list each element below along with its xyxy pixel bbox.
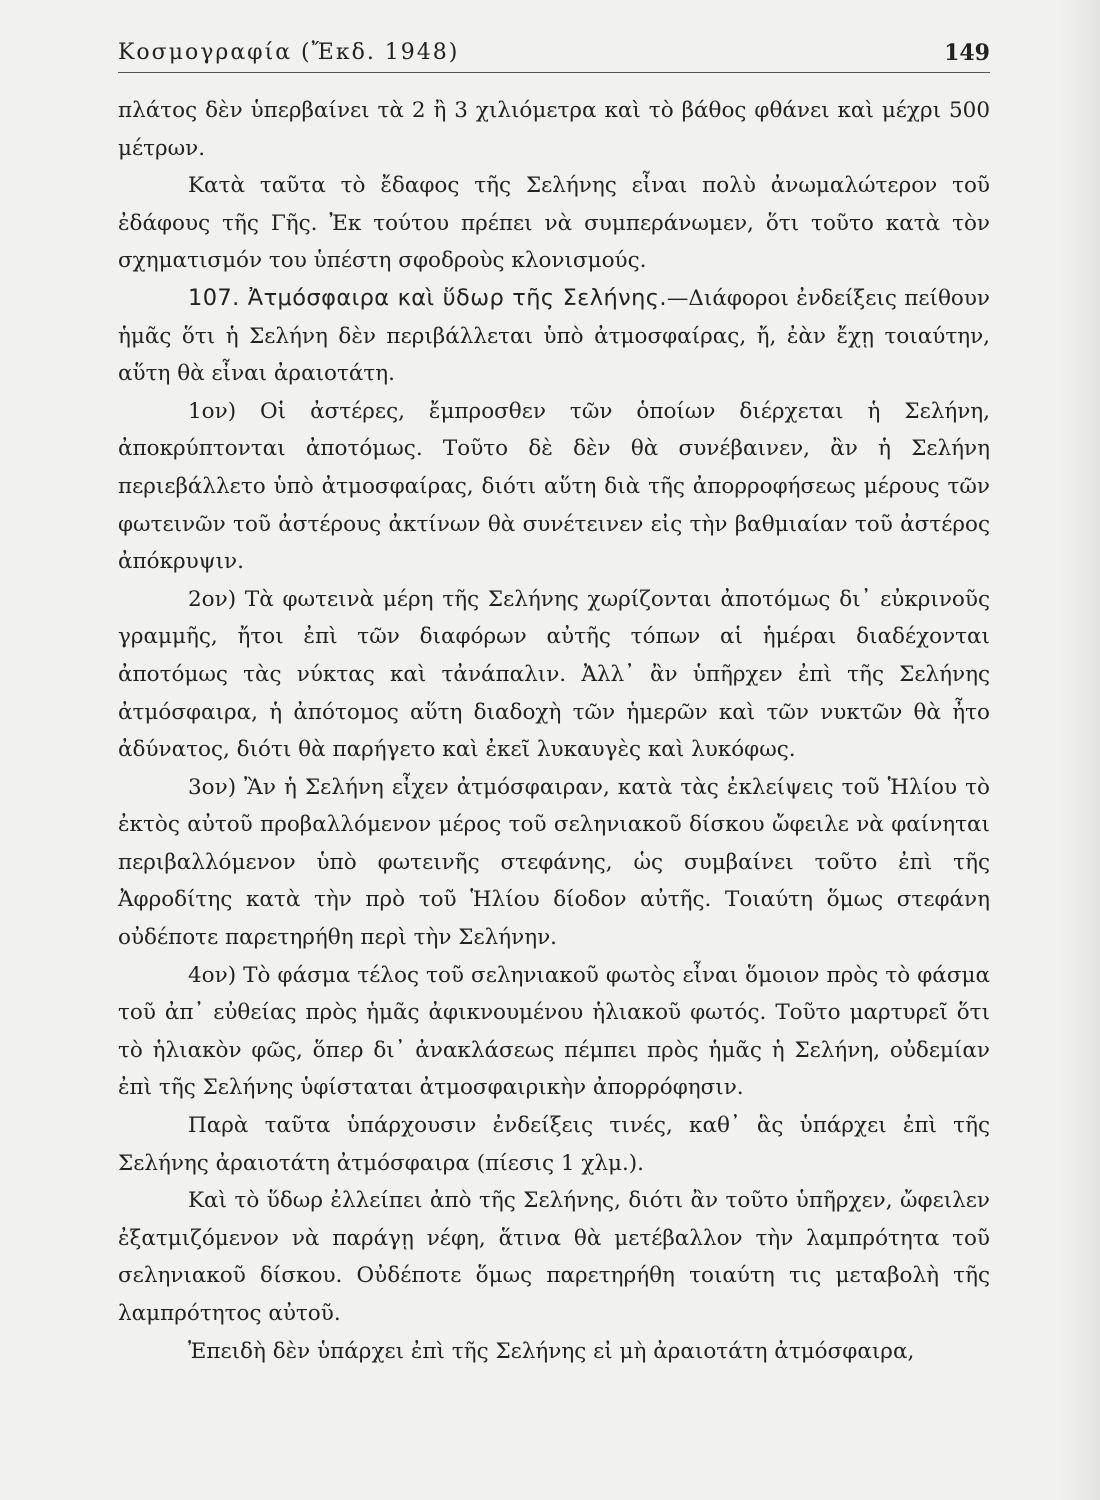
- running-title: Κοσμογραφία (Ἔκδ. 1948): [118, 40, 460, 65]
- paragraph-point-3: 3ον) Ἂν ἡ Σελήνη εἶχεν ἀτμόσφαιραν, κατὰ τὰς ἐκλείψεις τοῦ Ἡλίου τὸ ἐκτὸς αὐτοῦ προβαλλόμενον μέρος τοῦ σεληνιακοῦ δίσκου ὤφειλε νὰ φαίνηται περιβαλλόμενον ὑπὸ φωτεινῆς στεφάνης, ὡς συμβαίνει τοῦτο ἐπὶ τῆς Ἀφροδίτης κατὰ τὴν πρὸ τοῦ Ἡλίου δίοδον αὐτῆς. Τοιαύτη ὅμως στεφάνη οὐδέποτε παρετηρήθη περὶ τὴν Σελήνην.: [118, 774, 990, 951]
- paragraph-point-4: 4ον) Τὸ φάσμα τέλος τοῦ σεληνιακοῦ φωτὸς εἶναι ὅμοιον πρὸς τὸ φάσμα τοῦ ἀπ᾽ εὐθείας πρὸς ἡμᾶς ἀφικνουμένου ἡλιακοῦ φωτός. Τοῦτο μαρτυρεῖ ὅτι τὸ ἡλιακὸν φῶς, ὅπερ δι᾽ ἀνακλάσεως πέμπει πρὸς ἡμᾶς ἡ Σελήνη, οὐδεμίαν ἐπὶ τῆς Σελήνης ὑφίσταται ἀτμοσφαιρικὴν ἀπορρόφησιν.: [118, 962, 990, 1101]
- section-107: [118, 280, 990, 393]
- running-head: [118, 36, 990, 73]
- body-text: [118, 92, 990, 1370]
- section-lead: —Διάφοροι ἐνδείξεις πείθουν ἡμᾶς ὅτι ἡ Σελήνη δὲν περιβάλλεται ὑπὸ ἀτμοσφαίρας, ἤ, ἐὰν ἔχῃ τοιαύτην, αὕτη θὰ εἶναι ἀραιοτάτη.: [118, 285, 990, 387]
- paragraph-continuation: πλάτος δὲν ὑπερβαίνει τὰ 2 ἢ 3 χιλιόμετρα καὶ τὸ βάθος φθάνει καὶ μέχρι 500 μέτρων.: [118, 98, 990, 161]
- page-number: 149: [944, 40, 990, 66]
- paragraph-point-2: 2ον) Τὰ φωτεινὰ μέρη τῆς Σελήνης χωρίζονται ἀποτόμως δι᾽ εὐκρινοῦς γραμμῆς, ἤτοι ἐπὶ τῶν διαφόρων αὐτῆς τόπων αἱ ἡμέραι διαδέχονται ἀποτόμως τὰς νύκτας καὶ τἀνάπαλιν. Ἀλλ᾽ ἂν ὑπῆρχεν ἐπὶ τῆς Σελήνης ἀτμόσφαιρα, ἡ ἀπότομος αὕτη διαδοχὴ τῶν ἡμερῶν καὶ τῶν νυκτῶν θὰ ἦτο ἀδύνατος, διότι θὰ παρήγετο καὶ ἐκεῖ λυκαυγὲς καὶ λυκόφως.: [118, 586, 990, 763]
- paragraph-point-1: 1ον) Οἱ ἀστέρες, ἔμπροσθεν τῶν ὁποίων διέρχεται ἡ Σελήνη, ἀποκρύπτονται ἀποτόμως. Τοῦτο δὲ δὲν θὰ συνέβαινεν, ἂν ἡ Σελήνη περιεβάλλετο ὑπὸ ἀτμοσφαίρας, διότι αὕτη διὰ τῆς ἀπορροφήσεως μέρους τῶν φωτεινῶν τοῦ ἀστέρους ἀκτίνων θὰ συνέτεινεν εἰς τὴν βαθμιαίαν τοῦ ἀστέρος ἀπόκρυψιν.: [118, 398, 990, 575]
- paragraph-final: Ἐπειδὴ δὲν ὑπάρχει ἐπὶ τῆς Σελήνης εἰ μὴ ἀραιοτάτη ἀτμόσφαιρα,: [188, 1338, 915, 1364]
- paragraph-terrain: Κατὰ ταῦτα τὸ ἔδαφος τῆς Σελήνης εἶναι πολὺ ἀνωμαλώτερον τοῦ ἐδάφους τῆς Γῆς. Ἐκ τούτου πρέπει νὰ συμπεράνωμεν, ὅτι τοῦτο κατὰ τὸν σχηματισμόν του ὑπέστη σφοδροὺς κλονισμούς.: [118, 173, 990, 274]
- paragraph-water: Καὶ τὸ ὕδωρ ἐλλείπει ἀπὸ τῆς Σελήνης, διότι ἂν τοῦτο ὑπῆρχεν, ὤφειλεν ἐξατμιζόμενον νὰ παράγῃ νέφη, ἅτινα θὰ μετέβαλλον τὴν λαμπρότητα τοῦ σεληνιακοῦ δίσκου. Οὐδέποτε ὅμως παρετηρήθη τοιαύτη τις μεταβολὴ τῆς λαμπρότητος αὐτοῦ.: [118, 1188, 990, 1326]
- paragraph-indications: Παρὰ ταῦτα ὑπάρχουσιν ἐνδείξεις τινές, καθ᾽ ἃς ὑπάρχει ἐπὶ τῆς Σελήνης ἀραιοτάτη ἀτμόσφαιρα (πίεσις 1 χλμ.).: [118, 1113, 990, 1176]
- section-heading: 107. Ἀτμόσφαιρα καὶ ὕδωρ τῆς Σελήνης.: [188, 284, 667, 311]
